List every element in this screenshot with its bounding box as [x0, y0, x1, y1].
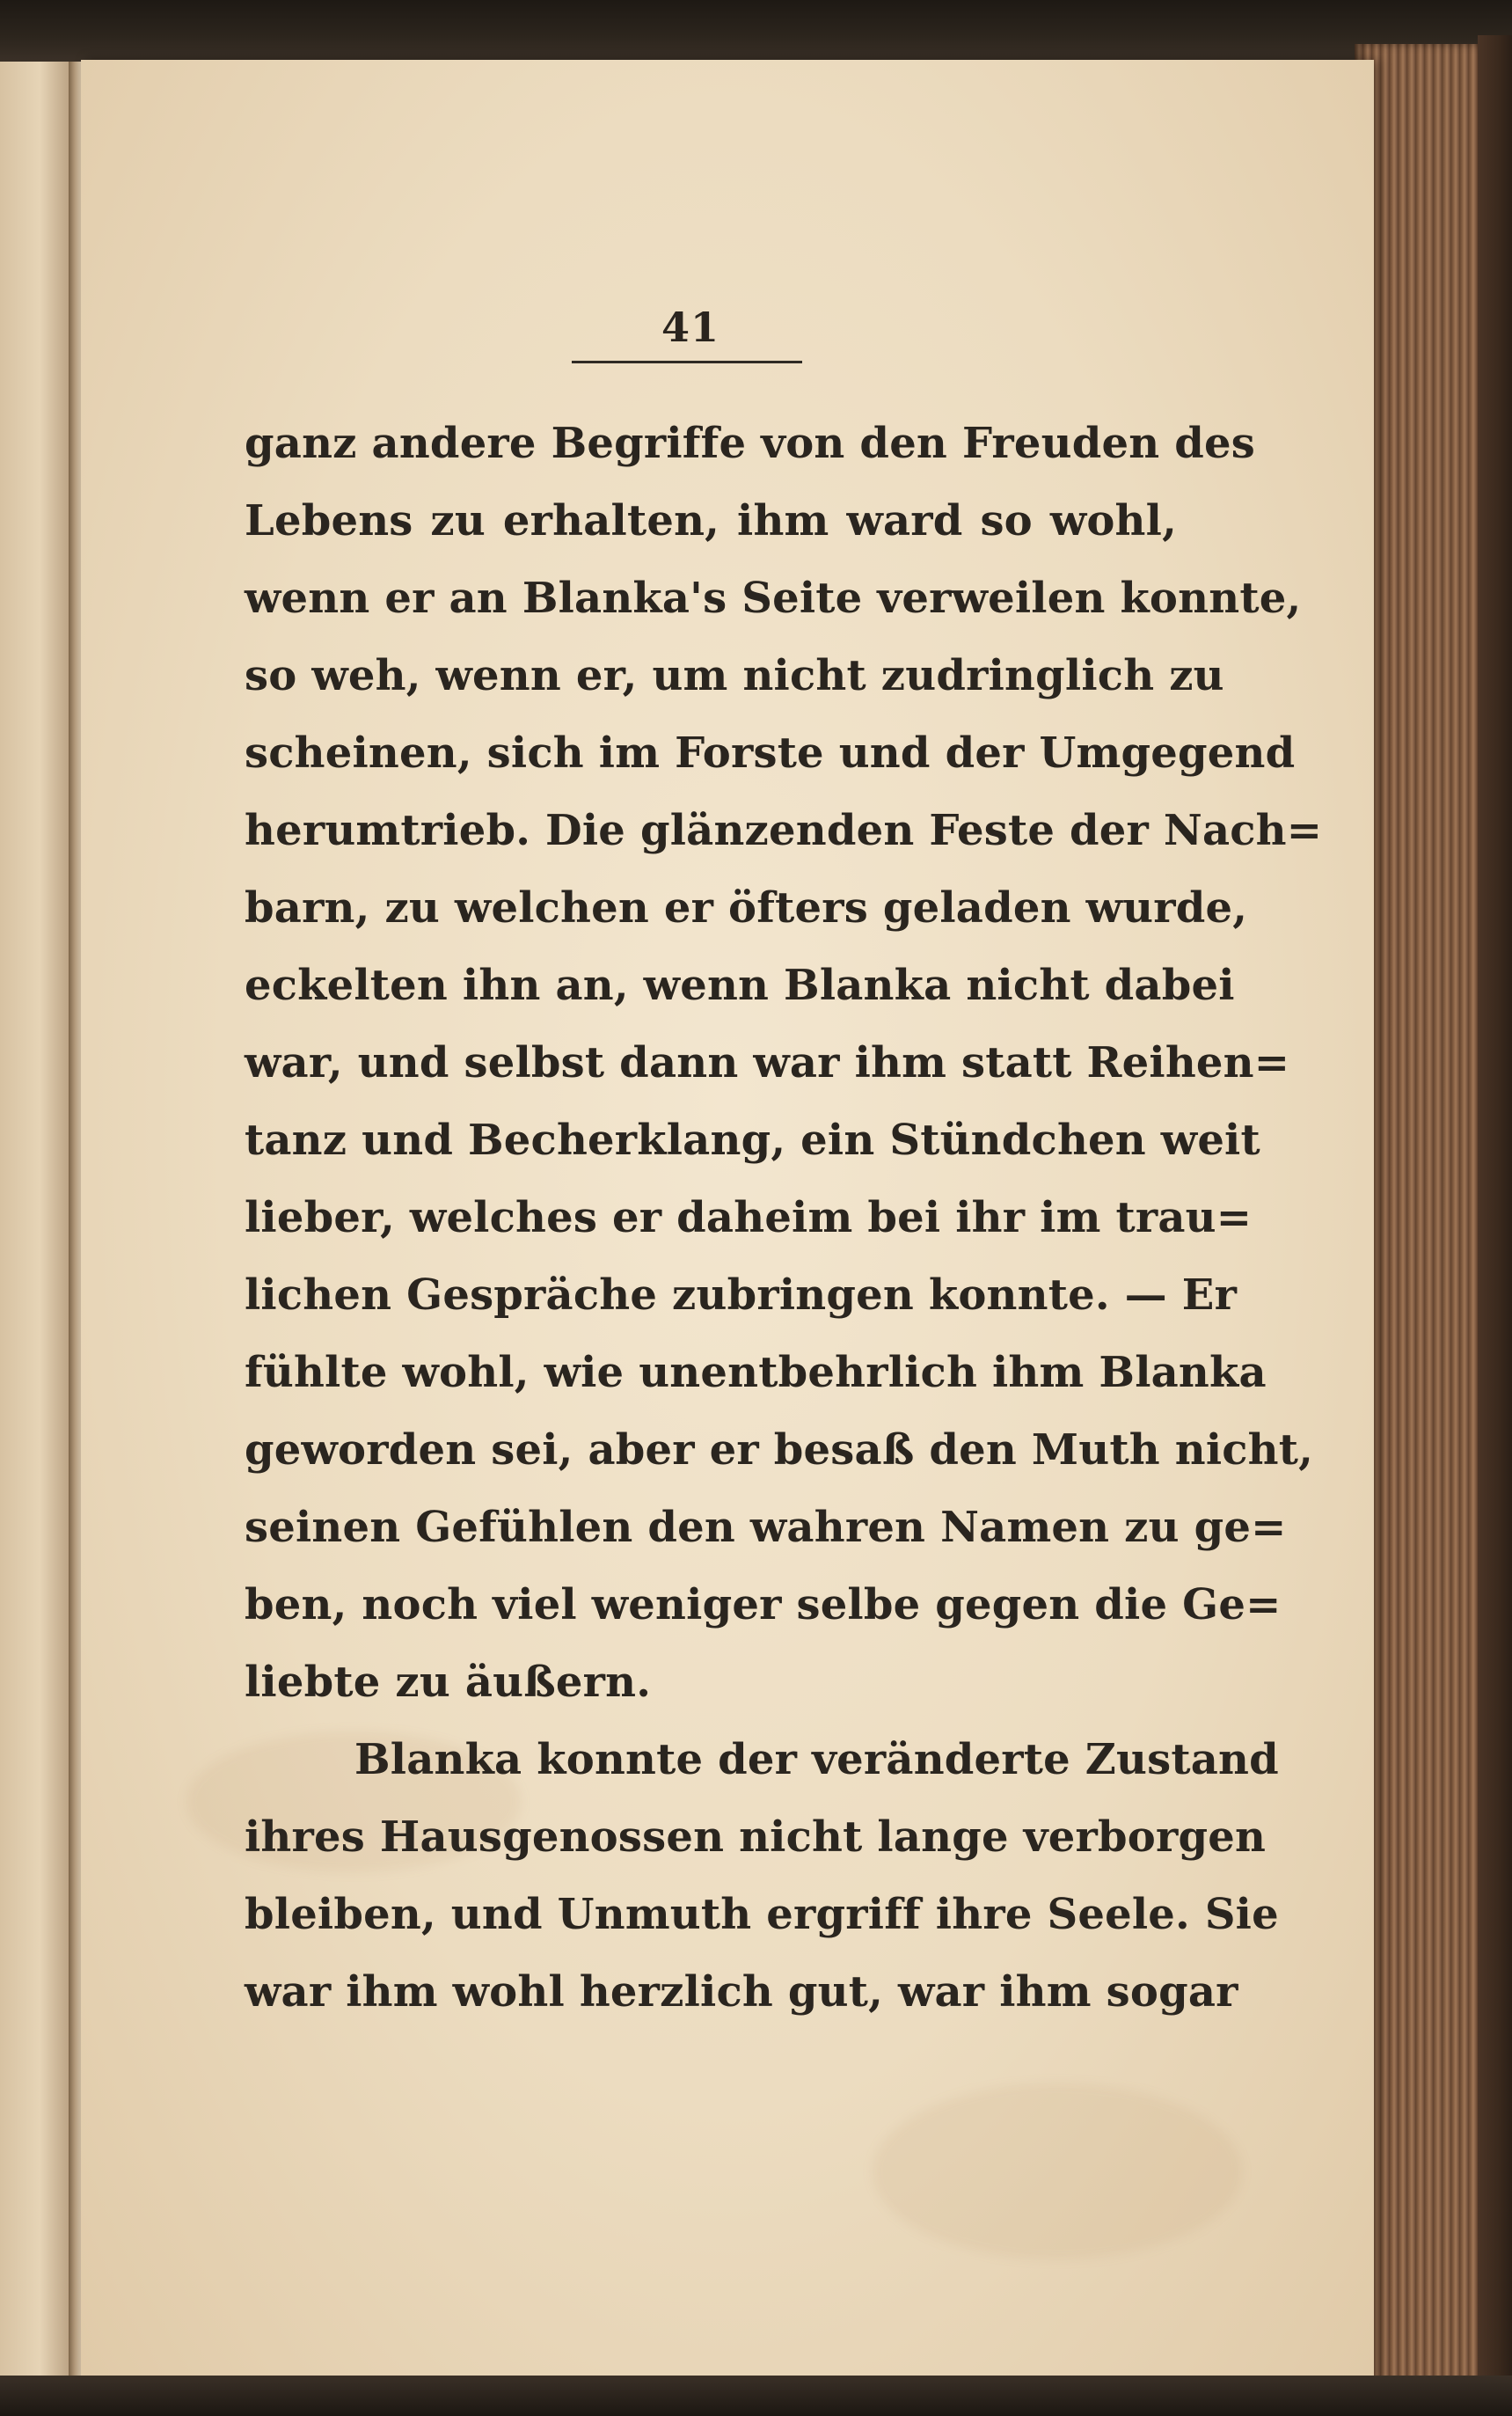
text-line: scheinen, sich im Forste und der Umgegend [245, 728, 1296, 778]
text-line: ganz andere Begriffe von den Freuden des [245, 419, 1255, 468]
scanner-bottom-edge [0, 2376, 1512, 2416]
book-cover-edge [1478, 35, 1512, 2402]
header-rule [572, 361, 802, 363]
text-line: bleiben, und Unmuth ergriff ihre Seele. Sie [245, 1890, 1279, 1939]
paper-stain [873, 2083, 1242, 2259]
text-line: ben, noch viel weniger selbe gegen die Ge= [245, 1580, 1282, 1629]
text-line: Blanka konnte der veränderte Zustand [354, 1735, 1279, 1784]
text-line: wenn er an Blanka's Seite verweilen konnte, [245, 574, 1302, 623]
text-line: ihres Hausgenossen nicht lange verborgen [245, 1812, 1267, 1862]
page-number: 41 [661, 304, 719, 351]
text-line: seinen Gefühlen den wahren Namen zu ge= [245, 1503, 1287, 1552]
text-line: eckelten ihn an, wenn Blanka nicht dabei [245, 961, 1235, 1010]
text-line: barn, zu welchen er öfters geladen wurde, [245, 883, 1248, 933]
text-line: war ihm wohl herzlich gut, war ihm sogar [245, 1967, 1238, 2017]
text-line: geworden sei, aber er besaß den Muth nicht, [245, 1425, 1314, 1475]
text-line: fühlte wohl, wie unentbehrlich ihm Blanka [245, 1348, 1267, 1397]
text-line: lieber, welches er daheim bei ihr im trau= [245, 1193, 1253, 1242]
text-line: Lebens zu erhalten, ihm ward so wohl, [245, 496, 1177, 545]
body-text [245, 405, 1323, 2031]
text-line: tanz und Becherklang, ein Stündchen weit [245, 1116, 1260, 1165]
text-line: war, und selbst dann war ihm statt Reihen= [245, 1038, 1290, 1087]
text-line: herumtrieb. Die glänzenden Feste der Nach= [245, 806, 1323, 855]
text-line: liebte zu äußern. [245, 1658, 652, 1707]
text-line: lichen Gespräche zubringen konnte. — Er [245, 1270, 1238, 1320]
previous-page-fragment [0, 62, 74, 2384]
scanner-top-edge [0, 0, 1512, 62]
text-line: so weh, wenn er, um nicht zudringlich zu [245, 651, 1224, 700]
